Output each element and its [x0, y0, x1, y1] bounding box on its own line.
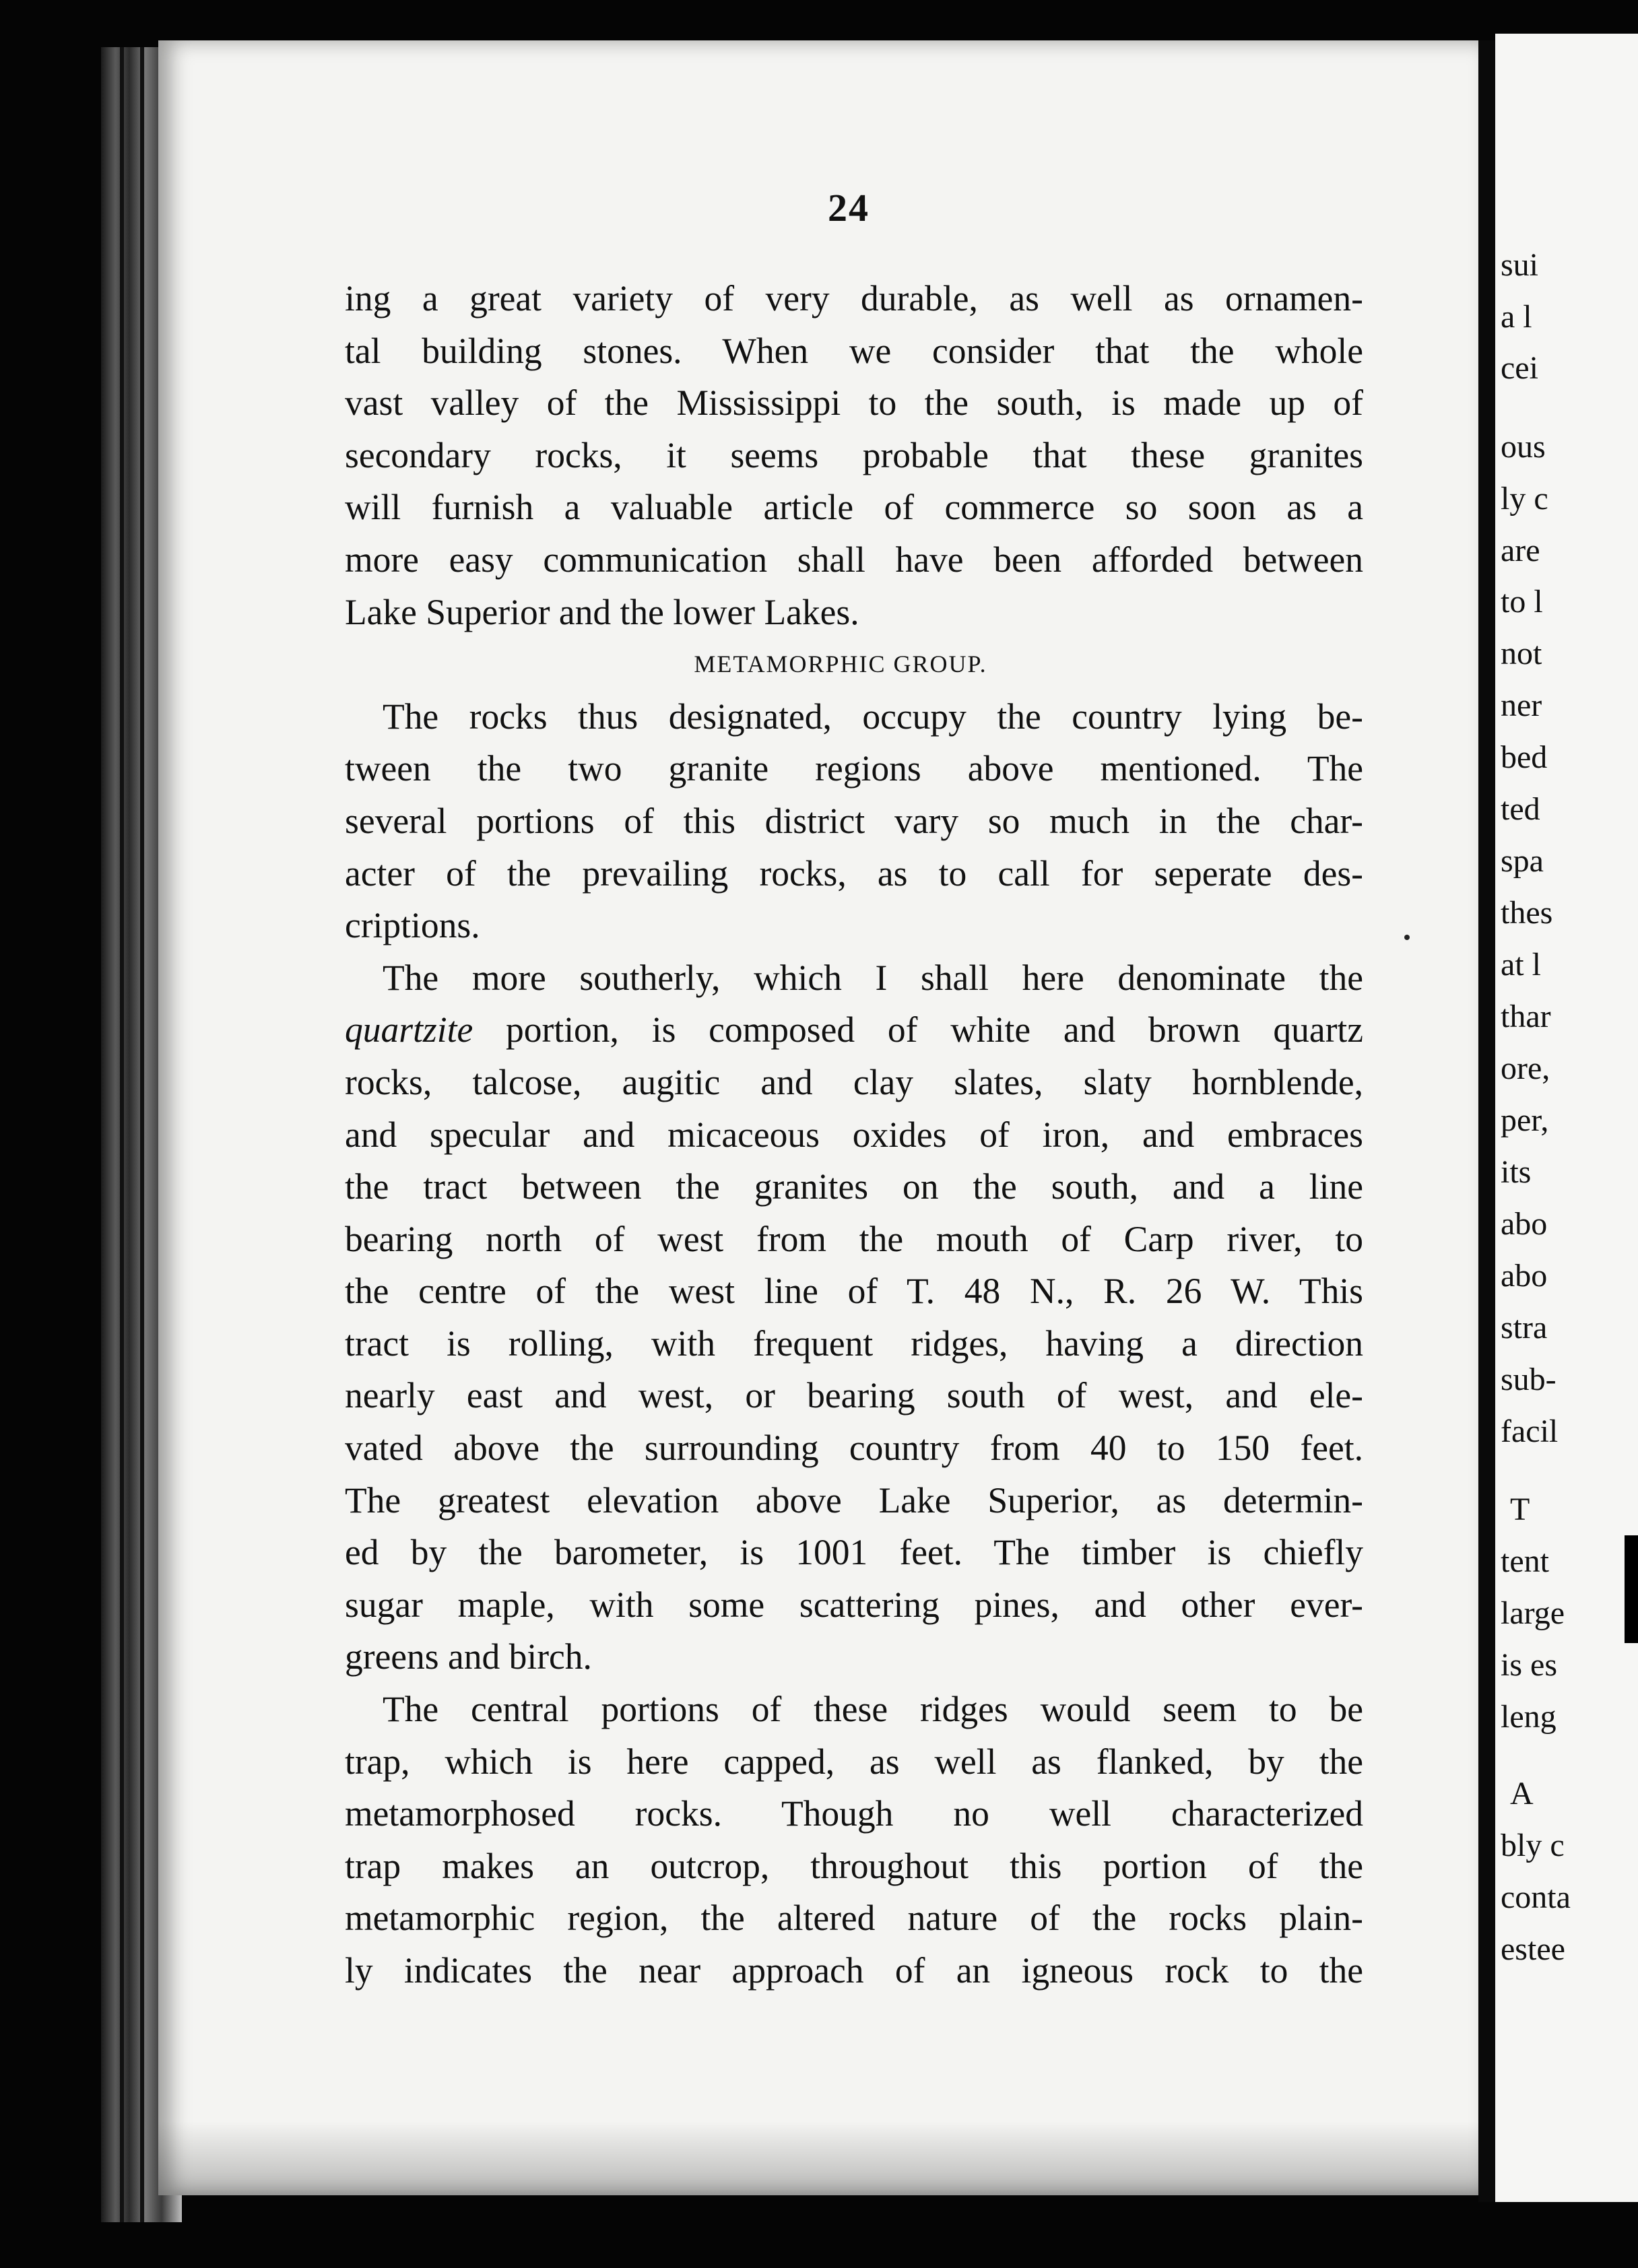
- facing-page-fragment: tent: [1501, 1543, 1549, 1579]
- facing-page-fragment: conta: [1501, 1879, 1571, 1915]
- text-line: and specular and micaceous oxides of iron, and embraces: [345, 1114, 1363, 1155]
- text-line: bearing north of west from the mouth of Carp river, to: [345, 1218, 1363, 1259]
- facing-page-fragment: ore,: [1501, 1050, 1550, 1086]
- text-line: trap, which is here capped, as well as flanked, by the: [345, 1741, 1363, 1782]
- page-number: 24: [828, 186, 870, 230]
- text-line: ed by the barometer, is 1001 feet. The timber is chiefly: [345, 1532, 1363, 1573]
- facing-page-fragment: spa: [1501, 843, 1544, 879]
- text-line: rocks, talcose, augitic and clay slates, slaty hornblende,: [345, 1061, 1363, 1102]
- text-line: The rocks thus designated, occupy the country lying be-: [383, 696, 1363, 737]
- text-line: secondary rocks, it seems probable that these granites: [345, 434, 1363, 475]
- text-line: vated above the surrounding country from 40 to 150 feet.: [345, 1428, 1363, 1469]
- text-line: greens and birch.: [345, 1636, 592, 1677]
- text-line: the tract between the granites on the south, and a line: [345, 1166, 1363, 1207]
- text-line-with-italic: [345, 1004, 1363, 1057]
- text-line: more easy communication shall have been afforded between: [345, 539, 1363, 580]
- facing-page-fragment: abo: [1501, 1206, 1548, 1242]
- text-line: metamorphic region, the altered nature of the rocks plain-: [345, 1898, 1363, 1939]
- text-line: acter of the prevailing rocks, as to call for seperate des-: [345, 853, 1363, 894]
- page-shadow: [158, 2121, 1478, 2195]
- text-line: the centre of the west line of T. 48 N., R. 26 W. This: [345, 1271, 1363, 1312]
- facing-page-fragment: estee: [1501, 1931, 1565, 1967]
- facing-page-fragment: is es: [1501, 1647, 1557, 1683]
- facing-page: [1495, 34, 1638, 2202]
- facing-page-fragment: ner: [1501, 688, 1542, 723]
- facing-page-fragment: cei: [1501, 350, 1538, 386]
- text-line: ing a great variety of very durable, as well as ornamen-: [345, 278, 1363, 319]
- text-line: Lake Superior and the lower Lakes.: [345, 591, 859, 632]
- facing-page-fragment: facil: [1501, 1413, 1559, 1449]
- text-line: The greatest elevation above Lake Superior, as determin-: [345, 1479, 1363, 1521]
- text-line: will furnish a valuable article of commerce so soon as a: [345, 487, 1363, 528]
- facing-page-fragment: per,: [1501, 1102, 1549, 1138]
- facing-page-fragment: leng: [1501, 1699, 1557, 1735]
- page-gutter: [1478, 40, 1495, 2202]
- facing-page-fragment: are: [1501, 533, 1540, 568]
- facing-page-fragment: a l: [1501, 299, 1532, 335]
- facing-page-fragment: abo: [1501, 1258, 1548, 1294]
- text-line: ly indicates the near approach of an igneous rock to the: [345, 1950, 1363, 1991]
- text-line: criptions.: [345, 905, 480, 946]
- text-line: several portions of this district vary so much in the char-: [345, 800, 1363, 841]
- facing-page-fragment: thes: [1501, 895, 1553, 931]
- facing-page-fragment: bly c: [1501, 1828, 1565, 1863]
- text-line: tract is rolling, with frequent ridges, having a direction: [345, 1323, 1363, 1364]
- page-text: [345, 273, 1363, 1997]
- facing-page-fragment: not: [1501, 636, 1542, 671]
- facing-page-fragment: large: [1501, 1595, 1565, 1631]
- facing-page-fragment: to l: [1501, 584, 1543, 620]
- facing-page-fragment: thar: [1501, 999, 1551, 1034]
- facing-page-fragment: ted: [1501, 791, 1540, 827]
- text-line: tween the two granite regions above mentioned. The: [345, 748, 1363, 789]
- text-fragment: portion, is composed of white and brown quartz: [506, 1009, 1363, 1050]
- binding-line: [120, 47, 124, 2222]
- text-line: sugar maple, with some scattering pines, and other ever-: [345, 1584, 1363, 1625]
- facing-page-fragment: sub-: [1501, 1362, 1557, 1397]
- facing-page-fragment: at l: [1501, 947, 1541, 982]
- section-heading: METAMORPHIC GROUP.: [694, 651, 987, 678]
- facing-page-fragment: A: [1510, 1776, 1534, 1811]
- text-line: The central portions of these ridges would seem to be: [383, 1689, 1363, 1730]
- text-line: trap makes an outcrop, throughout this portion of the: [345, 1845, 1363, 1886]
- facing-page-fragment: T: [1510, 1492, 1530, 1527]
- text-line: tal building stones. When we consider that the whole: [345, 330, 1363, 371]
- facing-page-fragment: ous: [1501, 429, 1546, 465]
- facing-page-fragment: bed: [1501, 739, 1548, 775]
- facing-page-fragment: ly c: [1501, 481, 1548, 516]
- text-line: nearly east and west, or bearing south of west, and ele-: [345, 1375, 1363, 1416]
- text-line: vast valley of the Mississippi to the south, is made up of: [345, 382, 1363, 424]
- facing-page-edge: [1625, 1535, 1638, 1643]
- facing-page-fragment: stra: [1501, 1310, 1548, 1345]
- italic-term: quartzite: [345, 1009, 473, 1050]
- ink-speck: [1404, 935, 1410, 940]
- text-line: The more southerly, which I shall here denominate the: [383, 957, 1363, 998]
- facing-page-fragment: sui: [1501, 247, 1539, 283]
- facing-page-fragment: its: [1501, 1154, 1532, 1190]
- binding-line: [140, 47, 144, 2222]
- text-line: metamorphosed rocks. Though no well characterized: [345, 1793, 1363, 1834]
